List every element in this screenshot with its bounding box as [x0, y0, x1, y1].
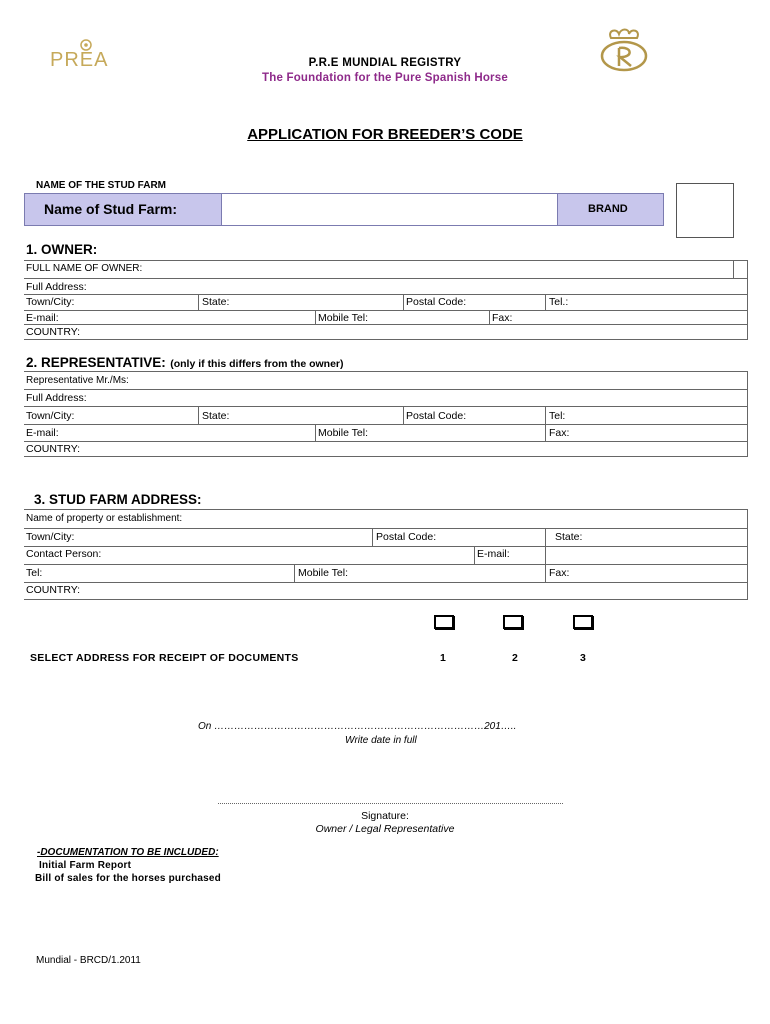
address-option-3-label: 3: [580, 652, 586, 664]
rep-email-field[interactable]: E-mail:: [26, 427, 59, 439]
svg-text:PREA: PREA: [50, 49, 109, 70]
divider: [24, 424, 748, 425]
owner-tel-field[interactable]: Tel.:: [549, 296, 569, 308]
divider: [24, 324, 748, 325]
documentation-heading: -DOCUMENTATION TO BE INCLUDED:: [37, 847, 219, 858]
document-title: APPLICATION FOR BREEDER’S CODE: [247, 126, 523, 143]
owner-town-field[interactable]: Town/City:: [26, 296, 75, 308]
address-option-2-label: 2: [512, 652, 518, 664]
property-name-field[interactable]: Name of property or establishment:: [26, 513, 183, 524]
signature-line[interactable]: [218, 803, 563, 804]
owner-email-field[interactable]: E-mail:: [26, 312, 59, 324]
rep-address-field[interactable]: Full Address:: [26, 392, 87, 404]
divider: [24, 294, 748, 295]
divider: [24, 582, 748, 583]
contact-person-field[interactable]: Contact Person:: [26, 548, 102, 560]
divider: [545, 294, 546, 310]
divider: [403, 406, 404, 424]
divider: [315, 310, 316, 324]
divider: [24, 389, 748, 390]
owner-postal-field[interactable]: Postal Code:: [406, 296, 467, 308]
stud-mobile-field[interactable]: Mobile Tel:: [298, 567, 348, 579]
representative-heading: 2. REPRESENTATIVE:: [26, 355, 166, 370]
representative-note: (only if this differs from the owner): [170, 358, 344, 370]
stud-town-field[interactable]: Town/City:: [26, 531, 75, 543]
date-hint: Write date in full: [345, 735, 417, 746]
stud-farm-name-label: Name of Stud Farm:: [44, 201, 178, 217]
divider: [24, 456, 748, 457]
divider: [372, 528, 373, 546]
stud-fax-field[interactable]: Fax:: [549, 567, 570, 579]
owner-fax-field[interactable]: Fax:: [492, 312, 513, 324]
rep-country-field[interactable]: COUNTRY:: [26, 443, 81, 455]
divider: [545, 528, 546, 546]
divider: [24, 441, 748, 442]
rep-postal-field[interactable]: Postal Code:: [406, 410, 467, 422]
divider: [474, 546, 475, 564]
rep-town-field[interactable]: Town/City:: [26, 410, 75, 422]
divider: [733, 260, 734, 278]
signature-label: Signature:: [361, 810, 409, 822]
owner-address-field[interactable]: Full Address:: [26, 281, 87, 293]
stud-farm-section-label: NAME OF THE STUD FARM: [36, 180, 166, 191]
divider: [747, 371, 748, 456]
representative-heading-row: [26, 354, 344, 372]
divider: [198, 406, 199, 424]
divider: [24, 406, 748, 407]
stud-email-field[interactable]: E-mail:: [477, 548, 510, 560]
address-option-2-checkbox[interactable]: [503, 615, 523, 629]
divider: [747, 509, 748, 599]
brand-box[interactable]: [676, 183, 734, 238]
rep-mobile-field[interactable]: Mobile Tel:: [318, 427, 368, 439]
divider: [489, 310, 490, 324]
owner-state-field[interactable]: State:: [202, 296, 230, 308]
owner-country-field[interactable]: COUNTRY:: [26, 326, 81, 338]
divider: [24, 509, 748, 510]
owner-mobile-field[interactable]: Mobile Tel:: [318, 312, 368, 324]
signature-role: Owner / Legal Representative: [315, 823, 455, 835]
form-code-footer: Mundial - BRCD/1.2011: [36, 955, 141, 966]
stud-state-field[interactable]: State:: [555, 531, 583, 543]
divider: [24, 339, 748, 340]
owner-full-name-field[interactable]: FULL NAME OF OWNER:: [26, 263, 143, 274]
divider: [24, 599, 748, 600]
divider: [198, 294, 199, 310]
address-option-3-checkbox[interactable]: [573, 615, 593, 629]
divider: [747, 260, 748, 278]
divider: [24, 528, 748, 529]
divider: [294, 564, 295, 582]
registry-title: P.R.E MUNDIAL REGISTRY: [308, 57, 462, 69]
rep-fax-field[interactable]: Fax:: [549, 427, 570, 439]
brand-label: BRAND: [588, 203, 628, 215]
stud-postal-field[interactable]: Postal Code:: [376, 531, 437, 543]
date-line[interactable]: On ………………………………………………………………………201…..: [198, 721, 517, 732]
divider: [24, 260, 748, 261]
registry-subtitle: The Foundation for the Pure Spanish Horse: [262, 72, 508, 84]
doc-item: Initial Farm Report: [39, 860, 132, 871]
rep-name-field[interactable]: Representative Mr./Ms:: [26, 375, 129, 386]
divider: [24, 371, 748, 372]
owner-heading: 1. OWNER:: [26, 242, 98, 257]
address-option-1-label: 1: [440, 652, 446, 664]
stud-address-heading: 3. STUD FARM ADDRESS:: [34, 492, 202, 507]
stud-farm-name-field[interactable]: [221, 194, 558, 225]
doc-item: Bill of sales for the horses purchased: [35, 873, 221, 884]
select-address-label: SELECT ADDRESS FOR RECEIPT OF DOCUMENTS: [30, 652, 299, 664]
divider: [315, 424, 316, 442]
divider: [24, 278, 748, 279]
divider: [24, 310, 748, 311]
divider: [24, 546, 748, 547]
address-option-1-checkbox[interactable]: [434, 615, 454, 629]
divider: [24, 564, 748, 565]
stud-country-field[interactable]: COUNTRY:: [26, 584, 81, 596]
rep-tel-field[interactable]: Tel:: [549, 410, 566, 422]
divider: [403, 294, 404, 310]
stud-tel-field[interactable]: Tel:: [26, 567, 43, 579]
divider: [747, 278, 748, 339]
rep-state-field[interactable]: State:: [202, 410, 230, 422]
